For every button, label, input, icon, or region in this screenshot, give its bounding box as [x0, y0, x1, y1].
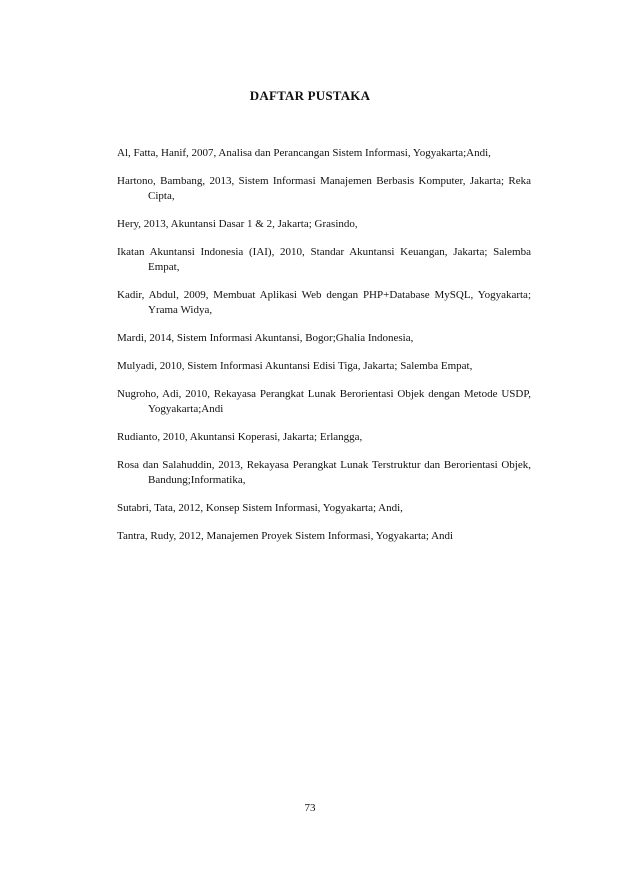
reference-item: Hartono, Bambang, 2013, Sistem Informasi Manajemen Berbasis Komputer, Jakarta; Reka Cipta, [117, 175, 531, 202]
page-number: 73 [304, 802, 316, 814]
reference-list [117, 146, 531, 557]
reference-item: Nugroho, Adi, 2010, Rekayasa Perangkat Lunak Berorientasi Objek dengan Metode USDP, Yogyakarta;Andi [117, 388, 531, 415]
reference-item: Al, Fatta, Hanif, 2007, Analisa dan Perancangan Sistem Informasi, Yogyakarta;Andi, [117, 147, 491, 159]
reference-item: Mulyadi, 2010, Sistem Informasi Akuntansi Edisi Tiga, Jakarta; Salemba Empat, [117, 360, 473, 372]
reference-item: Rosa dan Salahuddin, 2013, Rekayasa Perangkat Lunak Terstruktur dan Berorientasi Objek, Bandung;Informatika, [117, 459, 531, 486]
reference-item: Ikatan Akuntansi Indonesia (IAI), 2010, Standar Akuntansi Keuangan, Jakarta; Salemba Empat, [117, 246, 531, 273]
reference-item: Hery, 2013, Akuntansi Dasar 1 & 2, Jakarta; Grasindo, [117, 218, 358, 230]
reference-item: Kadir, Abdul, 2009, Membuat Aplikasi Web dengan PHP+Database MySQL, Yogyakarta; Yrama Widya, [117, 289, 531, 316]
reference-item: Mardi, 2014, Sistem Informasi Akuntansi, Bogor;Ghalia Indonesia, [117, 332, 414, 344]
page-title: DAFTAR PUSTAKA [249, 88, 371, 103]
reference-item: Sutabri, Tata, 2012, Konsep Sistem Informasi, Yogyakarta; Andi, [117, 502, 403, 514]
reference-item: Rudianto, 2010, Akuntansi Koperasi, Jakarta; Erlangga, [117, 431, 363, 443]
reference-item: Tantra, Rudy, 2012, Manajemen Proyek Sistem Informasi, Yogyakarta; Andi [117, 530, 454, 542]
